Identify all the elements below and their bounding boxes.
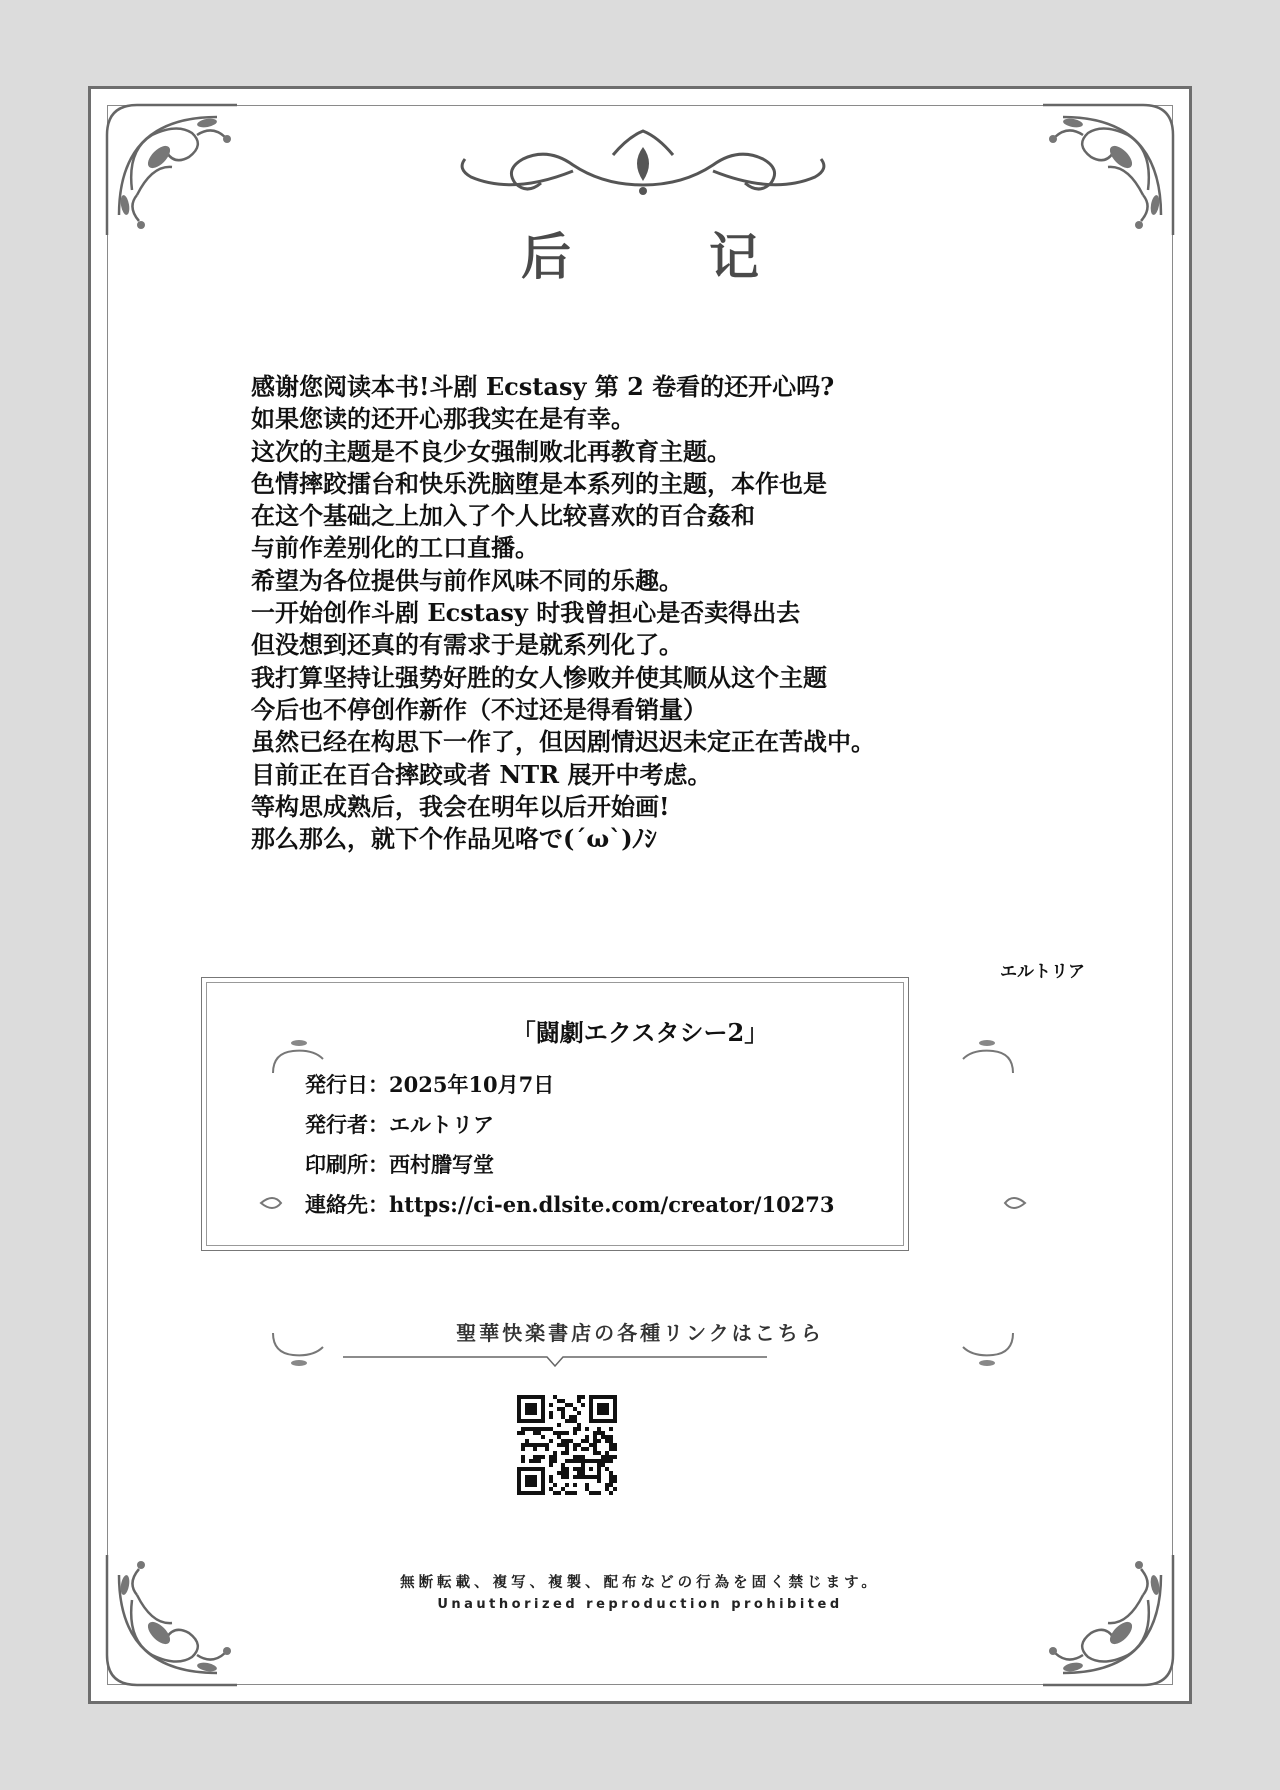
qr-module [585, 1435, 589, 1439]
qr-module [573, 1447, 577, 1451]
qr-module [569, 1403, 573, 1407]
qr-module [561, 1471, 565, 1475]
qr-module [549, 1459, 553, 1463]
qr-module [525, 1439, 529, 1443]
qr-module [573, 1475, 577, 1479]
body-line: 如果您读的还开心那我实在是有幸。 [251, 404, 635, 434]
qr-module [577, 1459, 581, 1463]
colophon-value: 西村謄写堂 [389, 1152, 494, 1177]
qr-module [605, 1483, 609, 1487]
body-line: 目前正在百合摔跤或者 NTR 展开中考虑。 [251, 759, 712, 789]
qr-module [605, 1455, 609, 1459]
qr-module [557, 1471, 561, 1475]
afterword-page [88, 86, 1192, 1704]
qr-module [577, 1455, 581, 1459]
links-underline-icon [343, 1355, 767, 1369]
qr-module [533, 1431, 537, 1435]
qr-module [569, 1459, 573, 1463]
qr-module [549, 1427, 553, 1431]
qr-module [529, 1427, 533, 1431]
qr-module [525, 1403, 537, 1415]
qr-module [601, 1463, 605, 1467]
afterword-body [251, 371, 1051, 855]
qr-module [593, 1435, 597, 1439]
qr-module [549, 1479, 553, 1483]
qr-module [593, 1491, 597, 1495]
qr-module [561, 1475, 565, 1479]
colophon-label: 連絡先： [305, 1192, 389, 1217]
qr-module [565, 1447, 569, 1451]
copyright-notice-jp: 無断転載、複写、複製、配布などの行為を固く禁じます。 [400, 1575, 880, 1591]
qr-module [593, 1443, 597, 1447]
qr-module [557, 1431, 561, 1435]
qr-module [537, 1459, 541, 1463]
qr-module [593, 1451, 597, 1455]
qr-module [609, 1475, 613, 1479]
qr-module [561, 1451, 565, 1455]
qr-module [573, 1415, 577, 1419]
qr-module [577, 1443, 581, 1447]
qr-module [549, 1455, 553, 1459]
qr-module [569, 1419, 573, 1423]
qr-module [581, 1439, 585, 1443]
qr-module [565, 1475, 569, 1479]
qr-module [573, 1407, 577, 1411]
qr-module [573, 1431, 577, 1435]
qr-module [537, 1455, 541, 1459]
qr-module [557, 1491, 561, 1495]
qr-module [565, 1431, 569, 1435]
qr-module [613, 1479, 617, 1483]
qr-module [553, 1455, 557, 1459]
qr-module [577, 1475, 581, 1479]
qr-module [541, 1443, 545, 1447]
body-line: 一开始创作斗剧 Ecstasy 时我曾担心是否卖得出去 [251, 598, 801, 628]
qr-module [549, 1411, 553, 1415]
qr-module [577, 1427, 581, 1431]
qr-module [565, 1419, 569, 1423]
qr-module [565, 1491, 569, 1495]
qr-module [609, 1439, 613, 1443]
qr-module [573, 1467, 577, 1471]
qr-module [533, 1455, 537, 1459]
qr-module [533, 1447, 537, 1451]
corner-flourish-icon [1033, 1545, 1183, 1695]
qr-module [605, 1467, 609, 1471]
qr-module [553, 1491, 557, 1495]
colophon-row-publisher [305, 1105, 835, 1145]
author-signature: エルトリア [1000, 962, 1085, 982]
qr-module [597, 1439, 601, 1443]
colophon-details [305, 1065, 835, 1225]
qr-module [553, 1483, 557, 1487]
body-line: 与前作差别化的工口直播。 [251, 533, 539, 563]
qr-module [565, 1403, 569, 1407]
body-line: 虽然已经在构思下一作了，但因剧情迟迟未定正在苦战中。 [251, 727, 875, 757]
qr-module [597, 1491, 601, 1495]
qr-module [557, 1407, 561, 1411]
qr-module [573, 1483, 577, 1487]
qr-module [609, 1427, 613, 1431]
qr-module [585, 1487, 589, 1491]
qr-code-icon[interactable] [517, 1395, 617, 1495]
colophon-label: 発行日： [305, 1072, 389, 1097]
qr-module [525, 1475, 537, 1487]
qr-module [541, 1427, 545, 1431]
qr-module [577, 1399, 581, 1403]
qr-module [537, 1443, 541, 1447]
qr-module [569, 1491, 573, 1495]
qr-module [561, 1431, 565, 1435]
qr-module [613, 1455, 617, 1459]
qr-module [557, 1443, 561, 1447]
qr-module [601, 1459, 605, 1463]
qr-module [577, 1423, 581, 1427]
body-line: 那么那么，就下个作品见咯で(´ω`)ﾉｼ [251, 824, 657, 854]
colophon-row-printer [305, 1145, 835, 1185]
qr-module [565, 1483, 569, 1487]
qr-module [613, 1475, 617, 1479]
qr-module [549, 1439, 553, 1443]
qr-module [533, 1427, 537, 1431]
qr-module [557, 1399, 561, 1403]
qr-module [589, 1443, 593, 1447]
qr-module [577, 1411, 581, 1415]
qr-module [585, 1439, 589, 1443]
qr-module [605, 1435, 609, 1439]
qr-module [521, 1443, 525, 1447]
qr-module [573, 1427, 577, 1431]
qr-module [573, 1491, 577, 1495]
qr-module [533, 1459, 537, 1463]
qr-module [589, 1467, 593, 1471]
body-line: 我打算坚持让强势好胜的女人惨败并使其顺从这个主题 [251, 662, 827, 692]
qr-module [521, 1427, 525, 1431]
body-line: 在这个基础之上加入了个人比较喜欢的百合姦和 [251, 501, 755, 531]
qr-module [585, 1427, 589, 1431]
qr-module [549, 1475, 553, 1479]
qr-module [549, 1403, 553, 1407]
qr-module [573, 1459, 577, 1463]
title-flourish-icon [453, 125, 833, 205]
qr-module [517, 1431, 521, 1435]
qr-module [585, 1483, 589, 1487]
body-line: 今后也不停创作新作（不过还是得看销量） [251, 694, 707, 724]
qr-module [605, 1459, 609, 1463]
qr-module [565, 1459, 569, 1463]
qr-module [577, 1467, 581, 1471]
body-line: 等构思成熟后，我会在明年以后开始画! [251, 791, 670, 821]
qr-module [537, 1431, 541, 1435]
qr-module [593, 1439, 597, 1443]
qr-module [561, 1487, 565, 1491]
qr-module [585, 1447, 589, 1451]
qr-module [605, 1451, 609, 1455]
qr-module [561, 1443, 565, 1447]
qr-module [561, 1463, 565, 1467]
qr-module [565, 1467, 569, 1471]
qr-module [605, 1487, 609, 1491]
qr-module [541, 1455, 545, 1459]
qr-module [529, 1459, 533, 1463]
body-line: 这次的主题是不良少女强制败北再教育主题。 [251, 436, 731, 466]
qr-module [605, 1439, 609, 1443]
body-line: 色情摔跤擂台和快乐洗脑堕是本系列的主题，本作也是 [251, 468, 827, 498]
qr-module [601, 1455, 605, 1459]
qr-module [577, 1395, 581, 1399]
qr-module [601, 1435, 605, 1439]
qr-module [569, 1415, 573, 1419]
qr-module [609, 1483, 613, 1487]
qr-module [597, 1451, 601, 1455]
qr-module [561, 1467, 565, 1471]
qr-module [565, 1451, 569, 1455]
qr-module [569, 1439, 573, 1443]
qr-module [593, 1447, 597, 1451]
qr-module [561, 1411, 565, 1415]
qr-module [609, 1459, 613, 1463]
page-title: 后 记 [521, 227, 803, 286]
qr-module [521, 1455, 525, 1459]
body-line: 感谢您阅读本书!斗剧 Ecstasy 第 2 卷看的还开心吗? [251, 372, 835, 401]
qr-module [537, 1427, 541, 1431]
inner-border [107, 105, 1173, 1685]
qr-module [609, 1443, 613, 1447]
colophon-label: 発行者： [305, 1112, 389, 1137]
qr-module [561, 1439, 565, 1443]
qr-module [549, 1487, 553, 1491]
colophon-value: 2025年10月7日 [389, 1072, 555, 1097]
qr-module [549, 1415, 553, 1419]
qr-module [609, 1435, 613, 1439]
qr-module [573, 1455, 577, 1459]
qr-module [613, 1487, 617, 1491]
qr-module [533, 1443, 537, 1447]
contact-link[interactable]: https://ci-en.dlsite.com/creator/10273 [389, 1192, 835, 1217]
qr-module [529, 1443, 533, 1447]
qr-module [573, 1443, 577, 1447]
qr-module [609, 1491, 613, 1495]
qr-module [565, 1443, 569, 1447]
qr-module [545, 1427, 549, 1431]
qr-module [597, 1479, 601, 1483]
qr-module [609, 1479, 613, 1483]
colophon-row-contact [305, 1185, 835, 1225]
qr-module [549, 1463, 553, 1467]
copyright-notice-en: Unauthorized reproduction prohibited [437, 1597, 843, 1612]
qr-module [557, 1435, 561, 1439]
qr-module [545, 1447, 549, 1451]
qr-module [613, 1447, 617, 1451]
colophon-label: 印刷所： [305, 1152, 389, 1177]
qr-module [597, 1427, 601, 1431]
links-heading: 聖華快楽書店の各種リンクはこちら [456, 1321, 824, 1345]
qr-module [525, 1427, 529, 1431]
qr-module [553, 1431, 557, 1435]
qr-module [541, 1435, 545, 1439]
qr-module [561, 1415, 565, 1419]
qr-module [597, 1431, 601, 1435]
corner-flourish-icon [97, 1545, 247, 1695]
qr-module [609, 1471, 613, 1475]
qr-module [581, 1455, 585, 1459]
qr-module [581, 1395, 585, 1399]
qr-module [609, 1447, 613, 1451]
qr-module [565, 1439, 569, 1443]
colophon-row-date [305, 1065, 835, 1105]
qr-module [561, 1407, 565, 1411]
qr-module [613, 1443, 617, 1447]
qr-module [601, 1431, 605, 1435]
qr-module [565, 1471, 569, 1475]
qr-module [577, 1471, 581, 1475]
qr-module [597, 1403, 609, 1415]
qr-module [525, 1443, 529, 1447]
qr-module [609, 1455, 613, 1459]
qr-module [593, 1431, 597, 1435]
qr-module [553, 1395, 557, 1399]
colophon-title: 「闘劇エクスタシー2」 [511, 1018, 769, 1047]
qr-module [581, 1403, 585, 1407]
qr-module [589, 1491, 593, 1495]
body-line: 但没想到还真的有需求于是就系列化了。 [251, 630, 683, 660]
qr-module [581, 1447, 585, 1451]
body-line: 希望为各位提供与前作风味不同的乐趣。 [251, 565, 683, 595]
qr-module [545, 1443, 549, 1447]
qr-module [521, 1447, 525, 1451]
qr-module [521, 1431, 525, 1435]
qr-module [573, 1419, 577, 1423]
qr-module [553, 1459, 557, 1463]
qr-module [553, 1451, 557, 1455]
qr-module [557, 1423, 561, 1427]
colophon-value: エルトリア [389, 1112, 494, 1137]
qr-module [521, 1459, 525, 1463]
qr-module [561, 1399, 565, 1403]
